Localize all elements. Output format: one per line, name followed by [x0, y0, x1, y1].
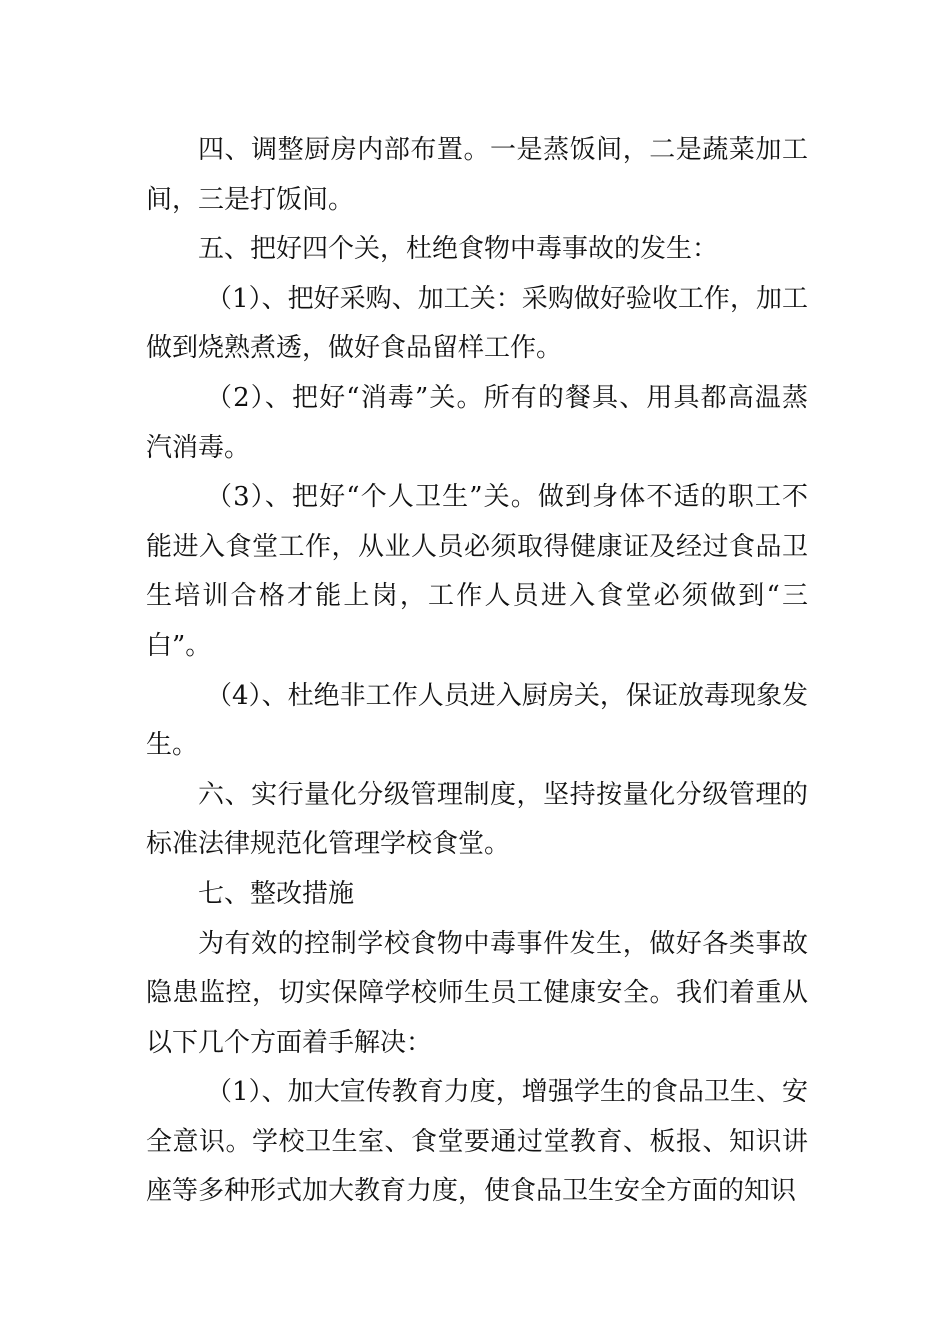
paragraph-check-purchase: （1）、把好采购、加工关：采购做好验收工作，加工做到烧熟煮透，做好食品留样工作。	[146, 283, 808, 364]
paragraph-education-measure: （1）、加大宣传教育力度，增强学生的食品卫生、安全意识。学校卫生室、食堂要通过堂教育、板报、知识讲座等多种形式加大教育力度，使食品卫生安全方面的知识	[146, 1077, 808, 1207]
paragraph-kitchen-layout: 四、调整厨房内部布置。一是蒸饭间，二是蔬菜加工间，三是打饭间。	[146, 135, 808, 215]
paragraph-check-disinfection: （2）、把好“消毒”关。所有的餐具、用具都高温蒸汽消毒。	[146, 382, 808, 463]
paragraph-check-hygiene: （3）、把好“个人卫生”关。做到身体不适的职工不能进入食堂工作，从业人员必须取得健康证及经过食品卫生培训合格才能上岗，工作人员进入食堂必须做到“三白”。	[146, 482, 808, 661]
paragraph-rectification-intro: 为有效的控制学校食物中毒事件发生，做好各类事故隐患监控，切实保障学校师生员工健康安全。我们着重从以下几个方面着手解决：	[146, 928, 808, 1058]
paragraph-rectification-heading: 七、整改措施	[198, 878, 355, 909]
paragraph-four-checks: 五、把好四个关，杜绝食物中毒事故的发生：	[198, 234, 719, 265]
paragraph-quantified-management: 六、实行量化分级管理制度，坚持按量化分级管理的标准法律规范化管理学校食堂。	[146, 779, 808, 860]
document-body	[146, 126, 808, 1217]
paragraph-check-access: （4）、杜绝非工作人员进入厨房关，保证放毒现象发生。	[146, 680, 808, 761]
